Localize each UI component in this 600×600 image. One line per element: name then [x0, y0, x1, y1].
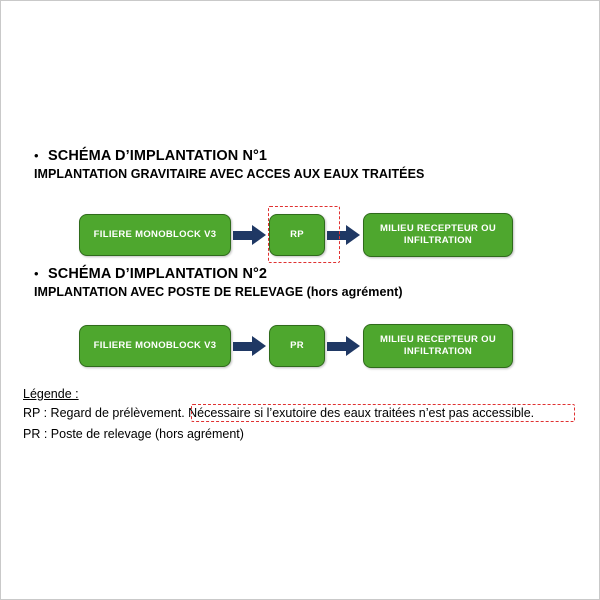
arrow-icon-2a — [231, 336, 269, 356]
section-1-subtitle: IMPLANTATION GRAVITAIRE AVEC ACCES AUX EAUX TRAITÉES — [34, 167, 425, 181]
section-2-title: SCHÉMA D’IMPLANTATION N°2 — [48, 266, 268, 282]
bullet-icon: • — [34, 148, 39, 163]
node-rp: RP — [269, 214, 325, 256]
section-1-heading — [1, 148, 600, 164]
arrow-icon-1b — [325, 225, 363, 245]
node-filiere-monoblock-v3-1: FILIERE MONOBLOCK V3 — [79, 214, 231, 256]
section-schema-1 — [1, 148, 600, 181]
node-pr: PR — [269, 325, 325, 367]
section-2-subtitle: IMPLANTATION AVEC POSTE DE RELEVAGE (hors agrément) — [34, 285, 403, 299]
bullet-icon: • — [34, 266, 39, 281]
flow-row-1 — [79, 213, 513, 257]
legend-title: Légende : — [23, 387, 79, 401]
section-schema-2 — [1, 266, 600, 299]
arrow-icon-1a — [231, 225, 269, 245]
node-milieu-recepteur-2: MILIEU RECEPTEUR OU INFILTRATION — [363, 324, 513, 368]
node-milieu-recepteur-1: MILIEU RECEPTEUR OU INFILTRATION — [363, 213, 513, 257]
arrow-icon-2b — [325, 336, 363, 356]
legend-line-pr: PR : Poste de relevage (hors agrément) — [23, 426, 244, 441]
section-2-heading — [1, 266, 600, 282]
legend-line-rp: RP : Regard de prélèvement. Nécessaire si l’exutoire des eaux traitées n’est pas accessible. — [23, 406, 535, 420]
legend — [23, 387, 583, 447]
section-1-title: SCHÉMA D’IMPLANTATION N°1 — [48, 148, 268, 164]
flow-row-2 — [79, 324, 513, 368]
node-filiere-monoblock-v3-2: FILIERE MONOBLOCK V3 — [79, 325, 231, 367]
